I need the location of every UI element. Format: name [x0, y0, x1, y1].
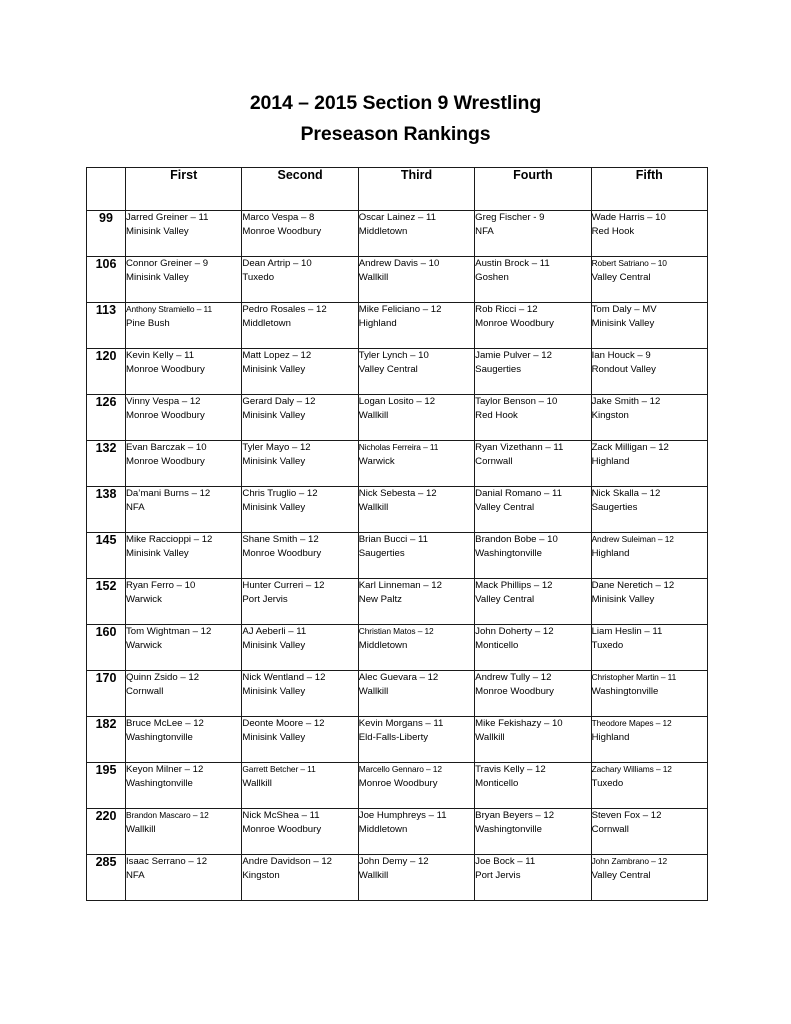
wrestler-cell [242, 441, 358, 487]
wrestler-name: Alec Guevara – 12 [358, 672, 439, 683]
wrestler-cell [358, 349, 474, 395]
wrestler-name: Quinn Zsido – 12 [126, 672, 200, 683]
wrestler-name: Da’mani Burns – 12 [126, 488, 211, 499]
wrestler-name: Jake Smith – 12 [591, 396, 661, 407]
wrestler-name: Tom Daly – MV [591, 304, 657, 315]
wrestler-cell [591, 579, 707, 625]
wrestler-cell [242, 717, 358, 763]
weight-class-cell: 106 [87, 257, 126, 303]
wrestler-name: Greg Fischer - 9 [475, 212, 545, 223]
wrestler-name: Evan Barczak – 10 [126, 442, 207, 453]
wrestler-school: Red Hook [475, 409, 518, 421]
wrestler-school: Monroe Woodbury [242, 225, 322, 237]
wrestler-name: Kevin Morgans – 11 [358, 718, 444, 729]
wrestler-school: Cornwall [126, 685, 164, 697]
table-row [87, 579, 708, 625]
weight-class-cell: 160 [87, 625, 126, 671]
wrestler-school: Minisink Valley [242, 501, 306, 513]
wrestler-name: John Zambrano – 12 [591, 856, 668, 866]
wrestler-cell [126, 257, 242, 303]
wrestler-cell [126, 763, 242, 809]
wrestler-school: Minisink Valley [126, 225, 189, 237]
wrestler-school: Minisink Valley [242, 409, 306, 421]
wrestler-school: Monticello [475, 639, 519, 651]
wrestler-school: Minisink Valley [591, 317, 655, 329]
wrestler-school: Wallkill [242, 777, 272, 789]
column-header-first: First [126, 168, 242, 211]
wrestler-school: Washingtonville [126, 731, 193, 743]
wrestler-name: Marcello Gennaro – 12 [358, 764, 442, 774]
wrestler-school: Pine Bush [126, 317, 170, 329]
wrestler-cell [591, 211, 707, 257]
wrestler-cell [242, 625, 358, 671]
wrestler-cell [126, 809, 242, 855]
table-row [87, 349, 708, 395]
wrestler-school: Monroe Woodbury [358, 777, 438, 789]
wrestler-school: Tuxedo [591, 777, 624, 789]
wrestler-cell [475, 441, 591, 487]
wrestler-name: Oscar Lainez – 11 [358, 212, 436, 223]
wrestler-name: Ian Houck – 9 [591, 350, 651, 361]
column-header-fifth: Fifth [591, 168, 707, 211]
table-header [87, 168, 708, 211]
wrestler-name: Tyler Lynch – 10 [358, 350, 429, 361]
wrestler-name: Hunter Curreri – 12 [242, 580, 325, 591]
wrestler-cell [358, 395, 474, 441]
wrestler-school: Valley Central [475, 501, 535, 513]
wrestler-school: Washingtonville [591, 685, 659, 697]
rankings-table-container [86, 167, 707, 901]
weight-class-cell: 220 [87, 809, 126, 855]
wrestler-cell [591, 487, 707, 533]
wrestler-name: Connor Greiner – 9 [126, 258, 209, 269]
wrestler-cell [591, 395, 707, 441]
weight-class-cell: 132 [87, 441, 126, 487]
wrestler-name: Brian Bucci – 11 [358, 534, 428, 545]
wrestler-school: Highland [591, 455, 630, 467]
title-line-2: Preseason Rankings [300, 123, 491, 145]
wrestler-school: Saugerties [475, 363, 522, 375]
wrestler-name: Mack Phillips – 12 [475, 580, 553, 591]
wrestler-cell [475, 303, 591, 349]
wrestler-cell [358, 487, 474, 533]
wrestler-cell [126, 671, 242, 717]
wrestler-cell [126, 349, 242, 395]
wrestler-school: Warwick [126, 639, 162, 651]
wrestler-name: Jamie Pulver – 12 [475, 350, 552, 361]
wrestler-name: Marco Vespa – 8 [242, 212, 315, 223]
wrestler-school: Minisink Valley [126, 271, 189, 283]
wrestler-cell [242, 349, 358, 395]
wrestler-school: Saugerties [591, 501, 638, 513]
wrestler-cell [126, 211, 242, 257]
wrestler-name: Zachary Williams – 12 [591, 764, 672, 774]
wrestler-school: Minisink Valley [126, 547, 189, 559]
column-header-third: Third [358, 168, 474, 211]
table-row [87, 441, 708, 487]
wrestler-cell [242, 257, 358, 303]
weight-class-cell: 126 [87, 395, 126, 441]
wrestler-cell [242, 763, 358, 809]
wrestler-name: Brandon Bobe – 10 [475, 534, 558, 545]
wrestler-cell [242, 487, 358, 533]
weight-class-cell: 113 [87, 303, 126, 349]
wrestler-cell [358, 257, 474, 303]
table-row [87, 855, 708, 901]
wrestler-cell [591, 533, 707, 579]
wrestler-name: Mike Feliciano – 12 [358, 304, 442, 315]
wrestler-cell [242, 211, 358, 257]
table-row [87, 303, 708, 349]
wrestler-name: Nick McShea – 11 [242, 810, 320, 821]
wrestler-cell [126, 441, 242, 487]
wrestler-school: Kingston [242, 869, 280, 881]
wrestler-cell [475, 809, 591, 855]
table-body [87, 211, 708, 901]
wrestler-name: Mike Fekishazy – 10 [475, 718, 563, 729]
wrestler-school: Wallkill [358, 685, 389, 697]
wrestler-school: Monroe Woodbury [126, 409, 205, 421]
wrestler-cell [358, 303, 474, 349]
wrestler-school: Kingston [591, 409, 629, 421]
wrestler-name: Jarred Greiner – 11 [126, 212, 209, 223]
wrestler-name: Kevin Kelly – 11 [126, 350, 195, 361]
wrestler-name: Joe Bock – 11 [475, 856, 536, 867]
wrestler-name: Pedro Rosales – 12 [242, 304, 327, 315]
wrestler-cell [475, 533, 591, 579]
wrestler-name: Dean Artrip – 10 [242, 258, 312, 269]
wrestler-name: Tyler Mayo – 12 [242, 442, 311, 453]
wrestler-name: Deonte Moore – 12 [242, 718, 325, 729]
table-row [87, 211, 708, 257]
weight-class-cell: 285 [87, 855, 126, 901]
wrestler-name: Isaac Serrano – 12 [126, 856, 208, 867]
wrestler-cell [591, 809, 707, 855]
wrestler-cell [475, 763, 591, 809]
wrestler-name: Karl Linneman – 12 [358, 580, 442, 591]
wrestler-school: Monroe Woodbury [242, 547, 322, 559]
wrestler-name: Chris Truglio – 12 [242, 488, 318, 499]
table-row [87, 671, 708, 717]
wrestler-school: NFA [475, 225, 494, 237]
title-line-1: 2014 – 2015 Section 9 Wrestling [249, 92, 542, 114]
wrestler-school: Goshen [475, 271, 509, 283]
wrestler-name: Logan Losito – 12 [358, 396, 436, 407]
wrestler-school: Minisink Valley [242, 455, 306, 467]
wrestler-school: Saugerties [358, 547, 405, 559]
wrestler-cell [358, 809, 474, 855]
wrestler-school: Washingtonville [126, 777, 193, 789]
wrestler-cell [126, 579, 242, 625]
weight-class-cell: 145 [87, 533, 126, 579]
header-row [87, 168, 708, 211]
wrestler-school: Monticello [475, 777, 519, 789]
wrestler-school: Wallkill [358, 271, 389, 283]
wrestler-school: Wallkill [126, 823, 156, 835]
wrestler-name: Liam Heslin – 11 [591, 626, 663, 637]
wrestler-school: Cornwall [475, 455, 513, 467]
wrestler-name: Andrew Davis – 10 [358, 258, 440, 269]
weight-class-cell: 170 [87, 671, 126, 717]
wrestler-cell [358, 717, 474, 763]
wrestler-name: Andrew Tully – 12 [475, 672, 552, 683]
wrestler-name: Nicholas Ferreira – 11 [358, 442, 439, 452]
wrestler-name: Bruce McLee – 12 [126, 718, 204, 729]
wrestler-name: Joe Humphreys – 11 [358, 810, 447, 821]
wrestler-cell [358, 533, 474, 579]
wrestler-school: Warwick [126, 593, 162, 605]
wrestler-name: Shane Smith – 12 [242, 534, 319, 545]
wrestler-name: Wade Harris – 10 [591, 212, 666, 223]
wrestler-name: Steven Fox – 12 [591, 810, 662, 821]
wrestler-school: Port Jervis [242, 593, 288, 605]
wrestler-name: Nick Wentland – 12 [242, 672, 326, 683]
wrestler-cell [126, 625, 242, 671]
wrestler-cell [475, 625, 591, 671]
wrestler-school: Minisink Valley [242, 363, 306, 375]
weight-class-cell: 182 [87, 717, 126, 763]
wrestler-name: Garrett Betcher – 11 [242, 764, 316, 774]
document-title [0, 0, 791, 150]
wrestler-name: Zack Milligan – 12 [591, 442, 669, 453]
wrestler-school: Monroe Woodbury [475, 685, 554, 697]
wrestler-name: Theodore Mapes – 12 [591, 718, 672, 728]
wrestler-school: Cornwall [591, 823, 629, 835]
wrestler-cell [358, 625, 474, 671]
wrestler-cell [475, 211, 591, 257]
wrestler-cell [126, 533, 242, 579]
table-row [87, 763, 708, 809]
wrestler-cell [475, 349, 591, 395]
wrestler-cell [126, 303, 242, 349]
weight-class-cell: 152 [87, 579, 126, 625]
wrestler-name: Keyon Milner – 12 [126, 764, 204, 775]
wrestler-school: Minisink Valley [242, 685, 306, 697]
weight-class-header [87, 168, 126, 211]
wrestler-name: Bryan Beyers – 12 [475, 810, 555, 821]
wrestler-school: Valley Central [591, 271, 651, 283]
wrestler-school: Wallkill [358, 501, 389, 513]
wrestler-cell [591, 671, 707, 717]
wrestler-cell [242, 809, 358, 855]
wrestler-school: Highland [591, 547, 630, 559]
wrestler-cell [475, 579, 591, 625]
weight-class-cell: 99 [87, 211, 126, 257]
wrestler-name: Gerard Daly – 12 [242, 396, 316, 407]
wrestler-cell [358, 441, 474, 487]
column-header-second: Second [242, 168, 358, 211]
wrestler-name: Ryan Ferro – 10 [126, 580, 196, 591]
wrestler-name: Ryan Vizethann – 11 [475, 442, 564, 453]
wrestler-cell [475, 487, 591, 533]
wrestler-name: Nick Skalla – 12 [591, 488, 661, 499]
wrestler-school: Washingtonville [475, 823, 543, 835]
wrestler-cell [358, 855, 474, 901]
table-row [87, 257, 708, 303]
wrestler-school: Middletown [358, 639, 408, 651]
wrestler-cell [358, 579, 474, 625]
wrestler-cell [591, 855, 707, 901]
wrestler-school: Warwick [358, 455, 395, 467]
wrestler-name: Andrew Suleiman – 12 [591, 534, 674, 544]
wrestler-school: Tuxedo [591, 639, 624, 651]
wrestler-school: Monroe Woodbury [126, 363, 205, 375]
wrestler-school: Rondout Valley [591, 363, 656, 375]
wrestler-cell [242, 395, 358, 441]
wrestler-school: Middletown [242, 317, 291, 329]
wrestler-cell [591, 441, 707, 487]
wrestler-school: Middletown [358, 823, 408, 835]
wrestler-name: John Doherty – 12 [475, 626, 554, 637]
wrestler-cell [591, 717, 707, 763]
wrestler-cell [591, 625, 707, 671]
wrestler-cell [358, 211, 474, 257]
wrestler-cell [591, 349, 707, 395]
weight-class-cell: 120 [87, 349, 126, 395]
wrestler-cell [591, 303, 707, 349]
wrestler-name: Austin Brock – 11 [475, 258, 550, 269]
wrestler-name: John Demy – 12 [358, 856, 429, 867]
wrestler-school: Port Jervis [475, 869, 521, 881]
column-header-fourth: Fourth [475, 168, 591, 211]
weight-class-cell: 138 [87, 487, 126, 533]
wrestler-school: Wallkill [358, 869, 389, 881]
wrestler-name: Dane Neretich – 12 [591, 580, 675, 591]
wrestler-school: Red Hook [591, 225, 635, 237]
wrestler-name: Rob Ricci – 12 [475, 304, 538, 315]
wrestler-cell [358, 763, 474, 809]
table-row [87, 717, 708, 763]
wrestler-cell [126, 717, 242, 763]
wrestler-cell [358, 671, 474, 717]
rankings-table [86, 167, 708, 901]
wrestler-school: NFA [126, 869, 145, 881]
wrestler-cell [242, 671, 358, 717]
wrestler-school: Monroe Woodbury [126, 455, 205, 467]
wrestler-school: New Paltz [358, 593, 402, 605]
wrestler-cell [242, 855, 358, 901]
table-row [87, 395, 708, 441]
table-row [87, 487, 708, 533]
wrestler-school: NFA [126, 501, 145, 513]
wrestler-name: Danial Romano – 11 [475, 488, 562, 499]
table-row [87, 809, 708, 855]
wrestler-school: Highland [591, 731, 630, 743]
wrestler-school: Tuxedo [242, 271, 275, 283]
wrestler-school: Valley Central [591, 869, 651, 881]
wrestler-school: Highland [358, 317, 397, 329]
wrestler-name: Nick Sebesta – 12 [358, 488, 437, 499]
wrestler-school: Minisink Valley [591, 593, 655, 605]
wrestler-school: Valley Central [358, 363, 418, 375]
wrestler-school: Eld-Falls-Liberty [358, 731, 429, 743]
wrestler-school: Minisink Valley [242, 731, 306, 743]
wrestler-name: Matt Lopez – 12 [242, 350, 312, 361]
wrestler-cell [475, 855, 591, 901]
wrestler-school: Wallkill [475, 731, 505, 743]
wrestler-name: Andre Davidson – 12 [242, 856, 332, 867]
wrestler-cell [475, 257, 591, 303]
wrestler-name: Anthony Stramiello – 11 [126, 304, 212, 314]
wrestler-name: Christopher Martin – 11 [591, 672, 677, 682]
wrestler-name: Mike Raccioppi – 12 [126, 534, 213, 545]
table-row [87, 625, 708, 671]
wrestler-cell [242, 579, 358, 625]
wrestler-school: Monroe Woodbury [475, 317, 554, 329]
wrestler-name: AJ Aeberli – 11 [242, 626, 307, 637]
wrestler-name: Brandon Mascaro – 12 [126, 810, 209, 820]
wrestler-name: Christian Matos – 12 [358, 626, 434, 636]
wrestler-school: Minisink Valley [242, 639, 306, 651]
wrestler-cell [591, 763, 707, 809]
wrestler-cell [126, 855, 242, 901]
wrestler-cell [126, 395, 242, 441]
wrestler-cell [242, 533, 358, 579]
wrestler-school: Washingtonville [475, 547, 543, 559]
wrestler-name: Taylor Benson – 10 [475, 396, 558, 407]
wrestler-cell [242, 303, 358, 349]
wrestler-name: Vinny Vespa – 12 [126, 396, 201, 407]
wrestler-cell [591, 257, 707, 303]
wrestler-school: Valley Central [475, 593, 535, 605]
wrestler-cell [475, 671, 591, 717]
weight-class-cell: 195 [87, 763, 126, 809]
table-row [87, 533, 708, 579]
wrestler-cell [126, 487, 242, 533]
wrestler-name: Robert Satriano – 10 [591, 258, 667, 268]
wrestler-school: Wallkill [358, 409, 389, 421]
wrestler-name: Travis Kelly – 12 [475, 764, 546, 775]
wrestler-cell [475, 395, 591, 441]
wrestler-school: Middletown [358, 225, 408, 237]
wrestler-cell [475, 717, 591, 763]
wrestler-name: Tom Wightman – 12 [126, 626, 212, 637]
wrestler-school: Monroe Woodbury [242, 823, 322, 835]
